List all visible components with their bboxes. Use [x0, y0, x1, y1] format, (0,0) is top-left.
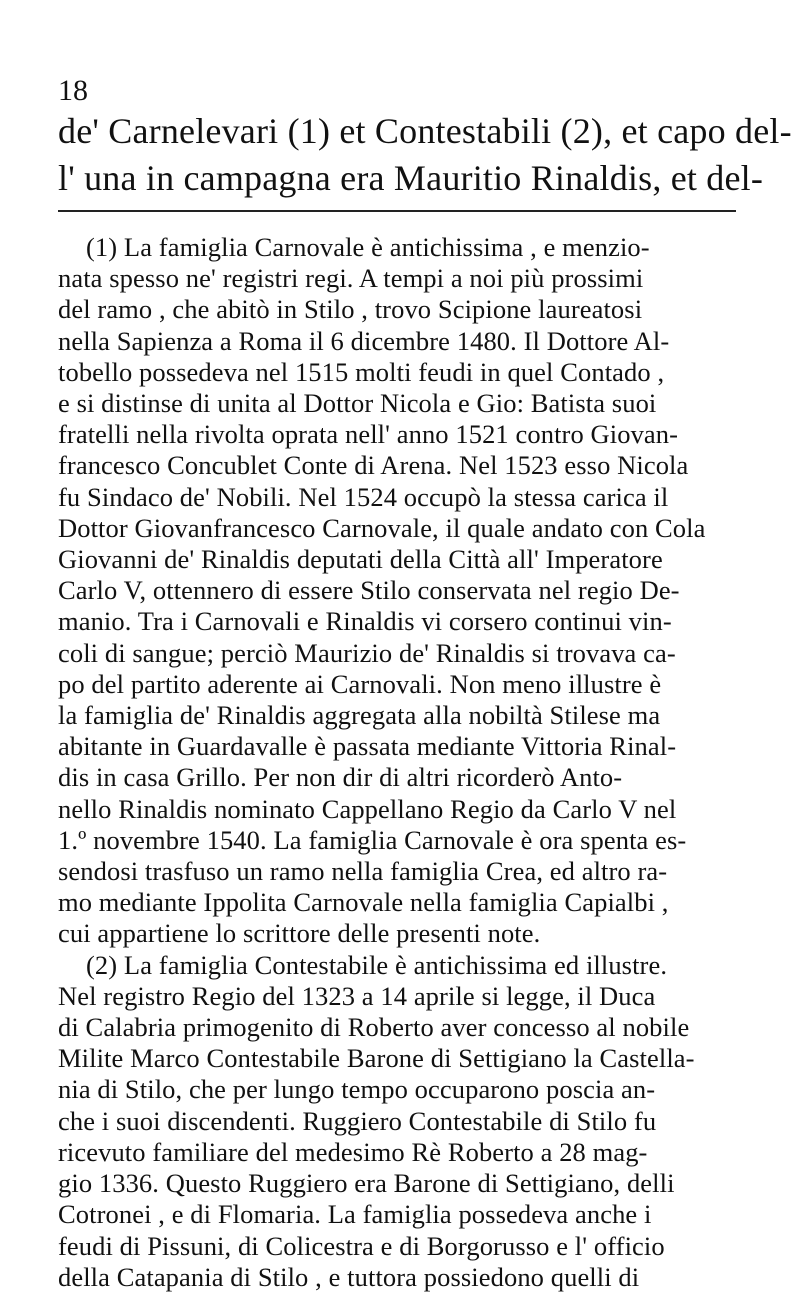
footnote-2-line: gio 1336. Questo Ruggiero era Barone di Settigiano, delli	[58, 1168, 675, 1199]
footnote-2-line: ricevuto familiare del medesimo Rè Roberto a 28 mag-	[58, 1136, 648, 1167]
footnote-2-line: Nel registro Regio del 1323 a 14 aprile si legge, il Duca	[58, 980, 656, 1011]
footnote-2-line: (2) La famiglia Contestabile è antichissima ed illustre.	[86, 949, 668, 980]
footnote-1-line: del ramo , che abitò in Stilo , trovo Scipione laureatosi	[58, 294, 643, 325]
main-text-line: de' Carnelevari (1) et Contestabili (2), et capo del-	[58, 111, 792, 151]
footnote-2-line: che i suoi discendenti. Ruggiero Contestabile di Stilo fu	[58, 1105, 657, 1136]
footnote-2-line: feudi di Pissuni, di Colicestra e di Borgorusso e l' officio	[58, 1230, 665, 1261]
page-number: 18	[58, 74, 88, 107]
footnote-1-line: francesco Concublet Conte di Arena. Nel 1523 esso Nicola	[58, 450, 689, 481]
footnote-2-line: Milite Marco Contestabile Barone di Settigiano la Castella-	[58, 1043, 695, 1074]
footnote-1-line: la famiglia de' Rinaldis aggregata alla nobiltà Stilese ma	[58, 700, 661, 731]
footnote-2-line: nia di Stilo, che per lungo tempo occuparono poscia an-	[58, 1074, 656, 1105]
footnote-1-line: nella Sapienza a Roma il 6 dicembre 1480. Il Dottore Al-	[58, 325, 670, 356]
footnote-1-line: manio. Tra i Carnovali e Rinaldis vi corsero continui vin-	[58, 606, 672, 637]
footnote-1-line: e si distinse di unita al Dottor Nicola e Gio: Batista suoi	[58, 388, 657, 419]
footnote-1-line: mo mediante Ippolita Carnovale nella famiglia Capialbi ,	[58, 887, 669, 918]
footnote-1-line: fratelli nella rivolta oprata nell' anno 1521 contro Giovan-	[58, 419, 679, 450]
footnote-2-line: Cotronei , e di Flomaria. La famiglia possedeva anche i	[58, 1199, 652, 1230]
footnote-1-line: Giovanni de' Rinaldis deputati della Città all' Imperatore	[58, 544, 663, 575]
footnote-1-line: 1.º novembre 1540. La famiglia Carnovale è ora spenta es-	[58, 824, 687, 855]
footnote-1-line: coli di sangue; perciò Maurizio de' Rinaldis si trovava ca-	[58, 637, 676, 668]
footnote-1-line: Carlo V, ottennero di essere Stilo conservata nel regio De-	[58, 575, 680, 606]
footnote-1-line: Dottor Giovanfrancesco Carnovale, il quale andato con Cola	[58, 512, 706, 543]
footnote-1-line: nello Rinaldis nominato Cappellano Regio da Carlo V nel	[58, 793, 677, 824]
main-text	[58, 108, 792, 202]
footnote-2-line: di Calabria primogenito di Roberto aver concesso al nobile	[58, 1012, 690, 1043]
footnote-1-line: dis in casa Grillo. Per non dir di altri ricorderò Anto-	[58, 762, 623, 793]
footnote-1-line: tobello possedeva nel 1515 molti feudi in quel Contado ,	[58, 356, 665, 387]
footnote-1-line: abitante in Guardavalle è passata mediante Vittoria Rinal-	[58, 731, 677, 762]
footnote-1-line: fu Sindaco de' Nobili. Nel 1524 occupò la stessa carica il	[58, 481, 669, 512]
footnote-divider	[58, 210, 736, 212]
footnote-1-line: nata spesso ne' registri regi. A tempi a noi più prossimi	[58, 263, 644, 294]
footnote-2-line: della Catapania di Stilo , e tuttora possiedono quelli di	[58, 1261, 640, 1292]
footnotes	[58, 232, 740, 1293]
footnote-1-line: sendosi trasfuso un ramo nella famiglia Crea, ed altro ra-	[58, 856, 668, 887]
footnote-1-line: (1) La famiglia Carnovale è antichissima , e menzio-	[86, 232, 650, 262]
footnote-1-line: po del partito aderente ai Carnovali. Non meno illustre è	[58, 668, 662, 699]
footnote-1-line: cui appartiene lo scrittore delle presenti note.	[58, 918, 541, 949]
main-text-line: l' una in campagna era Mauritio Rinaldis, et del-	[58, 158, 764, 198]
